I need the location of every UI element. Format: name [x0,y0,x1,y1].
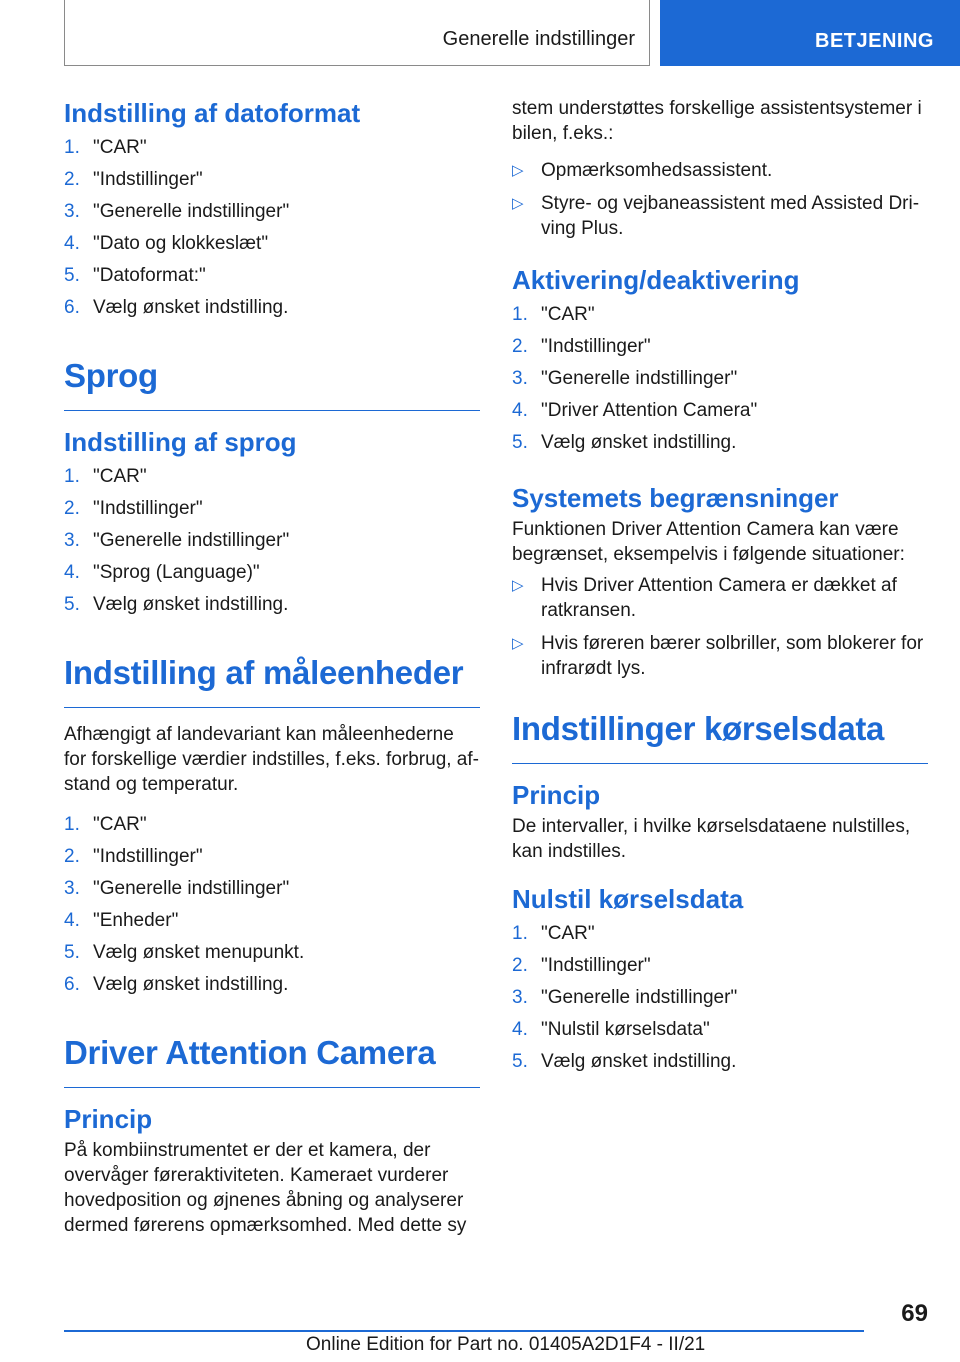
step-text: "Sprog (Language)" [93,562,260,583]
step-text: "Indstillinger" [541,336,651,357]
list-item [512,191,928,241]
list-item [64,196,480,228]
bullet-text: Hvis Driver Attention Camera er dækket af ratkransen. [541,575,897,621]
bullet-text: Hvis føreren bærer solbriller, som blokerer for infrarødt lys. [541,633,924,679]
heading-nulstil: Nulstil kørselsdata [512,884,744,914]
list-item [512,331,928,363]
heading-maaleenheder: Indstilling af måleenheder [64,651,480,708]
list-item [512,427,928,459]
list-item [512,1046,928,1078]
list-item [512,299,928,331]
list-item [64,260,480,292]
paragraph-maaleenheder: Afhængigt af landevariant kan måleenhederne for forskellige værdier indstilles, f.eks. forbrug, afstand og temperatur. [64,724,479,795]
list-item [64,132,480,164]
step-text: "Enheder" [93,910,179,931]
steps-aktivering [512,299,928,459]
steps-nulstil [512,918,928,1078]
step-text: "Indstillinger" [93,846,203,867]
step-text: "Generelle indstillinger" [93,530,290,551]
header-section-box [64,0,650,66]
list-item [64,809,480,841]
list-item [64,461,480,493]
list-item [512,918,928,950]
step-text: Vælg ønsket indstilling. [541,432,737,453]
step-text: "Indstillinger" [93,169,203,190]
heading-aktivering: Aktivering/deaktivering [512,265,800,295]
bullet-triangle-icon: ▷ [512,162,524,179]
list-item [64,841,480,873]
step-text: "Datoformat:" [93,265,206,286]
header-chapter-title: BETJENING [815,30,934,52]
steps-sprog [64,461,480,621]
step-number: 2. [512,336,528,357]
heading-princip-koerselsdata: Princip [512,780,601,810]
step-text: "CAR" [93,814,147,835]
right-column [512,96,928,1078]
step-number: 6. [64,297,80,318]
step-number: 4. [64,233,80,254]
step-number: 3. [64,530,80,551]
heading-begraensninger: Systemets begrænsninger [512,483,839,513]
list-item [64,589,480,621]
heading-sprog: Sprog [64,354,480,411]
paragraph-continued: stem understøttes forskellige assistentsystemer i bilen, f.eks.: [512,98,922,144]
list-item [512,363,928,395]
step-number: 5. [512,1051,528,1072]
step-text: "CAR" [541,923,595,944]
bullet-triangle-icon: ▷ [512,635,524,652]
step-text: "Generelle indstillinger" [541,987,738,1008]
heading-datoformat: Indstilling af datoformat [64,98,361,128]
bullets-begraensninger [512,573,928,681]
header-section-title: Generelle indstillinger [442,28,635,50]
bullet-triangle-icon: ▷ [512,577,524,594]
steps-datoformat [64,132,480,324]
step-number: 1. [512,923,528,944]
heading-koerselsdata: Indstillinger kørselsdata [512,707,928,764]
list-item [64,493,480,525]
step-number: 3. [512,987,528,1008]
step-number: 2. [512,955,528,976]
step-number: 4. [512,400,528,421]
step-text: Vælg ønsket indstilling. [93,974,289,995]
step-number: 4. [64,562,80,583]
list-item [512,1014,928,1046]
step-text: "Indstillinger" [541,955,651,976]
step-number: 2. [64,169,80,190]
list-item [64,873,480,905]
list-item [512,631,928,681]
step-number: 2. [64,846,80,867]
step-text: "Nulstil kørselsdata" [541,1019,710,1040]
step-number: 3. [64,878,80,899]
paragraph-princip: På kombiinstrumentet er der et kamera, der overvåger føreraktiviteten. Kameraet vurderer hovedposition og øjnenes åbning og analyserer dermed førerens opmærksomhed. Med dette sy [64,1140,467,1236]
bullets-assistants [512,158,928,241]
list-item [64,905,480,937]
step-number: 1. [64,466,80,487]
list-item [64,228,480,260]
heading-princip: Princip [64,1104,153,1134]
step-text: "Indstillinger" [93,498,203,519]
step-text: "CAR" [541,304,595,325]
step-text: "Generelle indstillinger" [93,201,290,222]
step-text: Vælg ønsket menupunkt. [93,942,305,963]
footer-edition: Online Edition for Part no. 01405A2D1F4 - II/21 [306,1334,706,1355]
step-text: Vælg ønsket indstilling. [93,297,289,318]
step-number: 3. [512,368,528,389]
heading-indstilling-sprog: Indstilling af sprog [64,427,297,457]
step-number: 2. [64,498,80,519]
heading-driver-attention-camera: Driver Attention Camera [64,1031,480,1088]
list-item [512,158,928,183]
list-item [64,969,480,1001]
step-number: 4. [64,910,80,931]
bullet-text: Styre- og vejbaneassistent med Assisted Driving Plus. [541,193,920,239]
step-number: 3. [64,201,80,222]
step-number: 1. [64,814,80,835]
bullet-triangle-icon: ▷ [512,195,524,212]
step-text: "Dato og klokkeslæt" [93,233,269,254]
footer-divider [64,1330,864,1332]
step-number: 1. [512,304,528,325]
page-header [0,0,960,66]
list-item [512,982,928,1014]
step-text: Vælg ønsket indstilling. [541,1051,737,1072]
paragraph-begraensninger: Funktionen Driver Attention Camera kan være begrænset, eksempelvis i følgende situationer: [512,519,905,565]
step-text: Vælg ønsket indstilling. [93,594,289,615]
header-chapter-tab [660,0,960,66]
list-item [64,292,480,324]
step-number: 1. [64,137,80,158]
list-item [512,573,928,623]
step-number: 5. [512,432,528,453]
step-text: "CAR" [93,137,147,158]
list-item [512,950,928,982]
bullet-text: Opmærksomhedsassistent. [541,160,773,181]
step-number: 4. [512,1019,528,1040]
list-item [64,557,480,589]
steps-maaleenheder [64,809,480,1001]
list-item [64,525,480,557]
left-column [64,96,480,1250]
list-item [64,164,480,196]
list-item [64,937,480,969]
step-text: "CAR" [93,466,147,487]
step-number: 5. [64,942,80,963]
step-text: "Driver Attention Camera" [541,400,758,421]
paragraph-princip-koerselsdata: De intervaller, i hvilke kørselsdataene nulstilles, kan indstilles. [512,816,911,862]
list-item [512,395,928,427]
page-number: 69 [901,1300,928,1327]
step-text: "Generelle indstillinger" [541,368,738,389]
step-text: "Generelle indstillinger" [93,878,290,899]
step-number: 5. [64,265,80,286]
step-number: 6. [64,974,80,995]
step-number: 5. [64,594,80,615]
